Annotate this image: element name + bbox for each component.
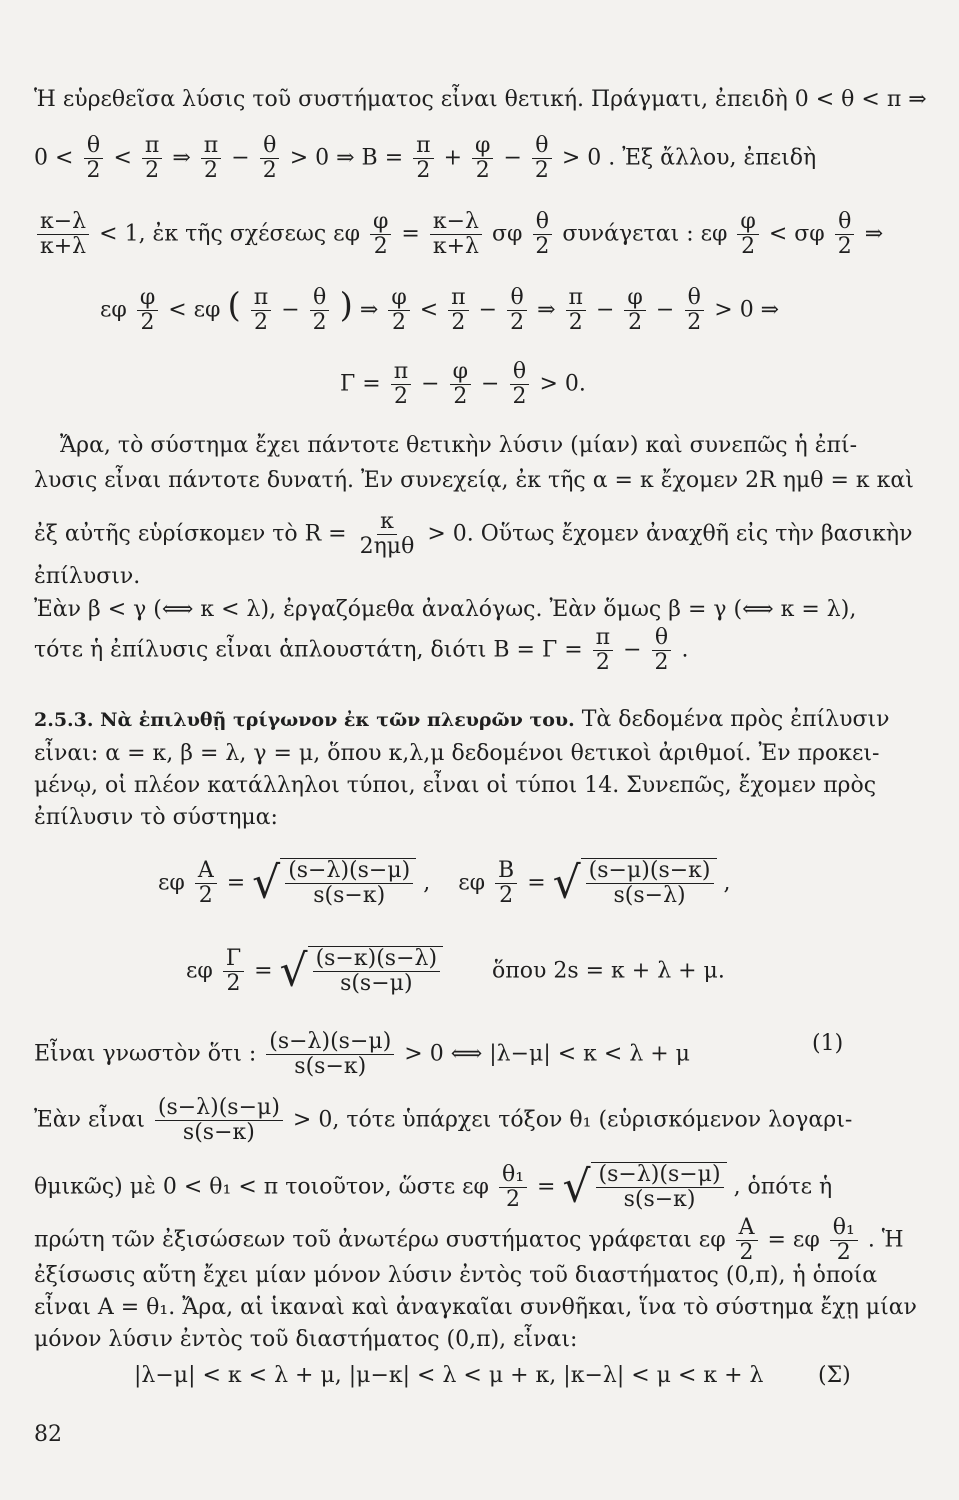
sentence: ἐξίσωσις αὕτη ἔχει μίαν μόνον λύσιν ἐντὸς τοῦ διαστήματος (0,π), ἡ ὁποία [34, 1263, 878, 1288]
fraction [83, 134, 103, 183]
fraction-numerator: θ [532, 134, 551, 159]
paren-right: ) [339, 285, 353, 326]
equation-tag [812, 1030, 843, 1058]
fraction-denominator: 2 [451, 310, 466, 336]
expr-text: Εἶναι γνωστὸν ὅτι : [34, 1041, 257, 1067]
page-number: 82 [34, 1422, 62, 1447]
radicand [308, 946, 443, 996]
fraction [142, 134, 162, 183]
expr-text: εφ [100, 297, 127, 323]
fraction-denominator: 2 [837, 234, 852, 260]
fraction-denominator: 2 [392, 310, 407, 336]
fraction-denominator: 2 [654, 650, 669, 676]
fraction-denominator: 2 [535, 234, 550, 260]
fraction-numerator: θ₁ [499, 1163, 527, 1188]
expr-text: > 0. Οὕτως ἔχομεν ἀναχθῆ εἰς τὴν βασικὴν [427, 521, 913, 547]
equation-line [158, 858, 731, 908]
expr-text: + [443, 145, 463, 171]
fraction-numerator: π [201, 134, 221, 159]
expr-text: < 1, ἐκ τῆς σχέσεως εφ [99, 221, 360, 247]
fraction [586, 859, 714, 908]
fraction-numerator: (s−λ)(s−μ) [285, 859, 413, 884]
sentence: μένῳ, οἱ πλέον κατάλληλοι τύποι, εἶναι οἱ τύποι 14. Συνεπῶς, ἔχομεν πρὸς [34, 773, 877, 798]
expr-text: − [281, 297, 300, 323]
fraction [195, 859, 217, 908]
equation-line [34, 510, 912, 559]
fraction [448, 286, 468, 335]
expr-text: ὅπου 2s = κ + λ + μ. [492, 958, 725, 984]
fraction-numerator: (s−κ)(s−λ) [313, 947, 440, 972]
fraction [472, 134, 493, 183]
fraction-numerator: π [448, 286, 468, 311]
expr-text: εφ [458, 870, 486, 896]
fraction-numerator: (s−μ)(s−κ) [586, 859, 714, 884]
expr-text: 0 < [34, 145, 74, 171]
fraction-denominator: κ+λ [432, 234, 479, 260]
equation-line [186, 946, 725, 996]
text-line [34, 1262, 877, 1290]
fraction-denominator: 2 [453, 384, 468, 410]
sentence: Τὰ δεδομένα πρὸς ἐπίλυσιν [581, 707, 890, 732]
fraction-denominator: s(s−λ) [613, 883, 686, 909]
fraction [830, 1216, 858, 1265]
fraction-numerator: θ [533, 210, 552, 235]
fraction-denominator: 2 [510, 310, 525, 336]
equation-line [34, 1096, 852, 1145]
fraction-numerator: κ [377, 510, 397, 535]
section-heading: 2.5.3. Νὰ ἐπιλυθῇ τρίγωνον ἐκ τῶν πλευρῶν του. [34, 709, 575, 731]
fraction [413, 134, 433, 183]
expr-text: πρώτη τῶν ἐξισώσεων τοῦ ἀνωτέρω συστήματος γράφεται εφ [34, 1227, 726, 1253]
fraction-denominator: 2 [741, 234, 756, 260]
fraction-numerator: (s−λ)(s−μ) [266, 1030, 394, 1055]
text-line [34, 86, 927, 114]
expr-text: < [419, 297, 439, 323]
equation-line [34, 210, 883, 259]
expr-text: ⇒ [864, 221, 884, 247]
fraction-denominator: 2 [86, 158, 101, 184]
expr-text: > 0. [539, 371, 586, 397]
sentence: εἶναι A = θ₁. Ἄρα, αἱ ἱκαναὶ καὶ ἀναγκαῖαι συνθῆκαι, ἵνα τὸ σύστημα ἔχῃ μίαν [34, 1295, 917, 1320]
fraction-denominator: s(s−κ) [313, 883, 386, 909]
equation-line [100, 286, 779, 335]
fraction-denominator: 2 [140, 310, 155, 336]
fraction-denominator: s(s−μ) [340, 971, 413, 997]
expr-text: Γ = [340, 371, 381, 397]
sqrt-symbol: √ [252, 857, 281, 909]
fraction [593, 626, 613, 675]
fraction-numerator: π [566, 286, 586, 311]
expr-text: > 0 ⇒ B = [289, 145, 404, 171]
fraction [37, 210, 89, 259]
fraction [736, 1216, 758, 1265]
fraction-denominator: 2 [506, 1187, 520, 1213]
fraction-denominator: 2 [145, 158, 160, 184]
fraction-numerator: π [593, 626, 613, 651]
expr-text: ⇒ [359, 297, 379, 323]
fraction-numerator: φ [450, 360, 471, 385]
equation-line [34, 626, 689, 675]
expr-text: − [478, 297, 498, 323]
text-line [34, 772, 876, 800]
expr-text: − [231, 145, 250, 171]
fraction-numerator: θ [685, 286, 704, 311]
fraction-denominator: s(s−κ) [182, 1120, 255, 1146]
fraction [201, 134, 221, 183]
fraction-numerator: θ [260, 134, 279, 159]
fraction [391, 360, 411, 409]
fraction-denominator: 2 [475, 158, 490, 184]
expr-text: |λ−μ| < κ < λ + μ, |μ−κ| < λ < μ + κ, |κ−λ| < μ < κ + λ [134, 1363, 764, 1388]
expr-text: ⇒ [172, 145, 191, 171]
fraction-numerator: A [195, 859, 217, 884]
fraction-numerator: φ [370, 210, 391, 235]
expr-text: − [503, 145, 522, 171]
expr-text: συνάγεται : εφ [562, 221, 728, 247]
fraction-numerator: φ [624, 286, 645, 311]
fraction-denominator: 2 [226, 971, 241, 997]
fraction [251, 286, 271, 335]
fraction-numerator: φ [472, 134, 493, 159]
fraction [357, 510, 418, 559]
fraction [499, 1163, 527, 1212]
fraction [450, 360, 471, 409]
sentence: Ἄρα, τὸ σύστημα ἔχει πάντοτε θετικὴν λύσιν (μίαν) καὶ συνεπῶς ἡ ἐπί- [60, 433, 858, 458]
expr-text: − [595, 297, 615, 323]
fraction [624, 286, 645, 335]
section-heading-line [34, 706, 889, 734]
fraction-denominator: 2 [373, 234, 388, 260]
expr-text: < εφ [168, 297, 221, 323]
fraction-denominator: 2 [393, 384, 408, 410]
fraction-denominator: 2 [512, 384, 527, 410]
fraction-denominator: 2 [628, 310, 643, 336]
fraction-denominator: 2 [568, 310, 583, 336]
expr-text: = [254, 958, 273, 984]
expr-text: > 0, τότε ὑπάρχει τόξον θ₁ (εὑρισκόμενον λογαρι- [292, 1107, 853, 1133]
fraction-denominator: s(s−κ) [623, 1187, 696, 1213]
fraction-numerator: π [391, 360, 411, 385]
fraction-numerator: A [736, 1216, 758, 1241]
fraction [835, 210, 855, 259]
fraction [260, 134, 280, 183]
equation-line [34, 134, 816, 183]
equation-number: (1) [812, 1031, 844, 1056]
expr-text: < σφ [768, 221, 825, 247]
text-line [34, 804, 278, 832]
expr-text: ⇒ [537, 297, 556, 323]
sentence: Ἡ εὑρεθεῖσα λύσις τοῦ συστήματος εἶναι θετική. Πράγματι, ἐπειδὴ 0 < θ < π ⇒ [34, 87, 927, 112]
expr-text: < [113, 145, 132, 171]
fraction-numerator: π [251, 286, 271, 311]
sqrt-symbol: √ [562, 1161, 591, 1213]
fraction [532, 134, 552, 183]
fraction-denominator: 2 [499, 883, 514, 909]
sentence: εἶναι: α = κ, β = λ, γ = μ, ὅπου κ,λ,μ δεδομένοι θετικοὶ ἀριθμοί. Ἐν προκει- [34, 741, 880, 766]
fraction-numerator: θ [510, 360, 529, 385]
fraction-denominator: 2 [262, 158, 277, 184]
fraction [388, 286, 409, 335]
fraction-numerator: θ [84, 134, 103, 159]
fraction [532, 210, 552, 259]
fraction-denominator: 2 [253, 310, 268, 336]
expr-text: θμικῶς) μὲ 0 < θ₁ < π τοιοῦτον, ὥστε εφ [34, 1174, 489, 1200]
expr-text: > 0 ⇒ [714, 297, 780, 323]
equation-line [34, 1216, 904, 1265]
expr-text: , [723, 870, 731, 896]
text-line [34, 467, 914, 495]
fraction-numerator: θ [835, 210, 854, 235]
fraction [684, 286, 704, 335]
text-line [34, 1326, 577, 1354]
fraction-numerator: θ [310, 286, 329, 311]
fraction [507, 286, 527, 335]
fraction [737, 210, 758, 259]
fraction-numerator: θ [507, 286, 526, 311]
fraction [652, 626, 672, 675]
sentence: ἐπίλυσιν. [34, 564, 141, 589]
fraction-denominator: 2 [416, 158, 431, 184]
text-line [34, 596, 856, 624]
fraction-numerator: φ [137, 286, 158, 311]
expr-text: = [401, 221, 420, 247]
expr-text: > 0 . Ἐξ ἄλλου, ἐπειδὴ [561, 145, 817, 171]
fraction [266, 1030, 394, 1079]
fraction-numerator: κ−λ [430, 210, 482, 235]
expr-text: = [226, 870, 246, 896]
sqrt-symbol: √ [552, 857, 581, 909]
expr-text: , ὁπότε ἡ [733, 1174, 833, 1200]
fraction-numerator: (s−λ)(s−μ) [596, 1163, 724, 1188]
expr-text: . Ἡ [867, 1227, 904, 1253]
expr-text: > 0 ⟺ |λ−μ| < κ < λ + μ [404, 1041, 690, 1067]
expr-text: . [681, 637, 689, 663]
radicand [581, 858, 717, 908]
expr-text: = [527, 870, 546, 896]
expr-text: − [623, 637, 642, 663]
expr-text: σφ [491, 221, 523, 247]
fraction-denominator: 2 [836, 1240, 851, 1266]
fraction-numerator: (s−λ)(s−μ) [155, 1096, 283, 1121]
fraction-denominator: 2ημθ [359, 534, 415, 560]
fraction-denominator: 2 [534, 158, 549, 184]
sentence: μόνον λύσιν ἐντὸς τοῦ διαστήματος (0,π), εἶναι: [34, 1327, 578, 1352]
fraction [313, 947, 440, 996]
fraction-numerator: φ [737, 210, 758, 235]
fraction [596, 1163, 724, 1212]
fraction [495, 859, 517, 908]
fraction-numerator: π [413, 134, 433, 159]
sentence: Ἐὰν β < γ (⟺ κ < λ), ἐργαζόμεθα ἀναλόγως. Ἐὰν ὅμως β = γ (⟺ κ = λ), [34, 597, 857, 622]
fraction-numerator: θ [652, 626, 671, 651]
fraction [566, 286, 586, 335]
fraction-numerator: π [142, 134, 162, 159]
fraction-denominator: 2 [198, 883, 213, 909]
expr-text: = εφ [767, 1227, 820, 1253]
fraction [285, 859, 413, 908]
fraction-numerator: θ₁ [830, 1216, 858, 1241]
expr-text: − [421, 371, 440, 397]
radicand [280, 858, 416, 908]
fraction-numerator: κ−λ [37, 210, 89, 235]
fraction-denominator: 2 [595, 650, 610, 676]
fraction-denominator: 2 [687, 310, 702, 336]
expr-text: εφ [186, 958, 213, 984]
paren-left: ( [227, 285, 241, 326]
text-line [60, 432, 857, 460]
expr-text: Ἐὰν εἶναι [34, 1107, 145, 1133]
fraction-denominator: κ+λ [40, 234, 87, 260]
equation-line [134, 1362, 763, 1390]
sentence: ἐπίλυσιν τὸ σύστημα: [34, 805, 278, 830]
equation-line [340, 360, 586, 409]
fraction-numerator: φ [388, 286, 409, 311]
expr-text: − [655, 297, 675, 323]
equation-line [34, 1162, 832, 1212]
sqrt-symbol: √ [279, 945, 308, 997]
expr-text: , [423, 870, 431, 896]
text-line [34, 563, 140, 591]
fraction [370, 210, 391, 259]
equation-line [34, 1030, 690, 1079]
expr-text: εφ [158, 870, 185, 896]
fraction [223, 947, 244, 996]
equation-number: (Σ) [818, 1363, 851, 1388]
fraction [310, 286, 330, 335]
fraction [155, 1096, 283, 1145]
fraction-numerator: Γ [223, 947, 244, 972]
fraction-denominator: 2 [739, 1240, 754, 1266]
fraction-denominator: s(s−κ) [294, 1054, 367, 1080]
expr-text: ἐξ αὐτῆς εὑρίσκομεν τὸ R = [34, 521, 347, 547]
fraction-denominator: 2 [204, 158, 219, 184]
fraction [430, 210, 482, 259]
fraction-numerator: B [495, 859, 517, 884]
text-line [34, 740, 879, 768]
equation-tag [818, 1362, 851, 1390]
fraction [509, 360, 529, 409]
expr-text: − [481, 371, 500, 397]
fraction [137, 286, 158, 335]
sentence: λυσις εἶναι πάντοτε δυνατή. Ἐν συνεχείᾳ, ἐκ τῆς α = κ ἔχομεν 2R ημθ = κ καὶ [34, 468, 914, 493]
expr-text: τότε ἡ ἐπίλυσις εἶναι ἁπλουστάτη, διότι B = Γ = [34, 637, 583, 663]
radicand [591, 1162, 727, 1212]
expr-text: = [537, 1174, 556, 1200]
fraction-denominator: 2 [312, 310, 327, 336]
text-line [34, 1294, 917, 1322]
